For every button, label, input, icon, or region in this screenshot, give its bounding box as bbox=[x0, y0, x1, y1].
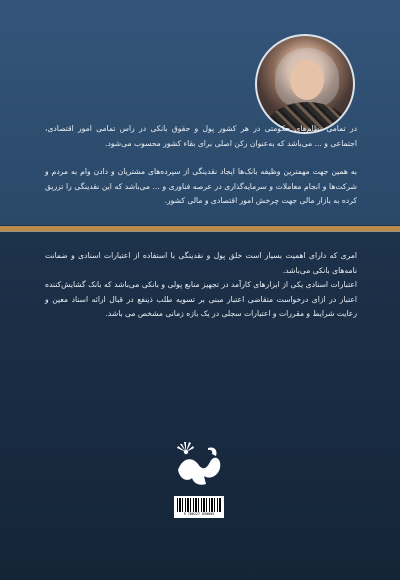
blurb-paragraph-1: در تمامی نظام‌های حکومتی در هر کشور پول و حقوق بانکی در راس تمامی امور اقتصادی، اجتماعی و ... می‌باشد که به‌عنوان رکن اصلی برای بقاء کشور محسوب می‌شود. bbox=[45, 124, 357, 148]
blurb-paragraph-4: اعتبارات اسنادی یکی از ابزارهای کارآمد در تجهیز منابع پولی و بانکی می‌باشد که بانک گشایش‌کننده اعتبار در ازای درخواست متقاضی اعتبار مبنی بر تسویه طلب ذینفع در قبال ارائه اسناد معین و رعایت شرایط و مقررات و اعتبارات سجلی در یک بازه زمانی مشخص می باشد. bbox=[45, 280, 357, 319]
blurb-paragraph-2: به همین جهت مهمترین وظیفه بانک‌ها ایجاد نقدینگی از سپرده‌های مشتریان و دادن وام به مردم و شرکت‌ها و انجام معاملات و سرمایه‌گذاری در عرصه فناوری و ... می‌باشد که این نقدینگی را تزریق کرده به بازار مالی جهت چرخش امور اقتصادی و مالی کشور. bbox=[45, 167, 357, 206]
light-divider-line bbox=[0, 231, 400, 232]
barcode-number: 9 786227 650005 bbox=[183, 512, 215, 516]
portrait-face bbox=[290, 60, 324, 100]
barcode-bars bbox=[177, 498, 221, 512]
author-portrait bbox=[255, 34, 355, 134]
isbn-barcode bbox=[174, 496, 224, 518]
blurb-paragraph-3: امری که دارای اهمیت بسیار است خلق پول و نقدینگی با استفاده از اعتبارات اسنادی و ضمانت نامه‌های بانکی می‌باشد. bbox=[45, 251, 357, 275]
publisher-logo bbox=[170, 440, 230, 495]
